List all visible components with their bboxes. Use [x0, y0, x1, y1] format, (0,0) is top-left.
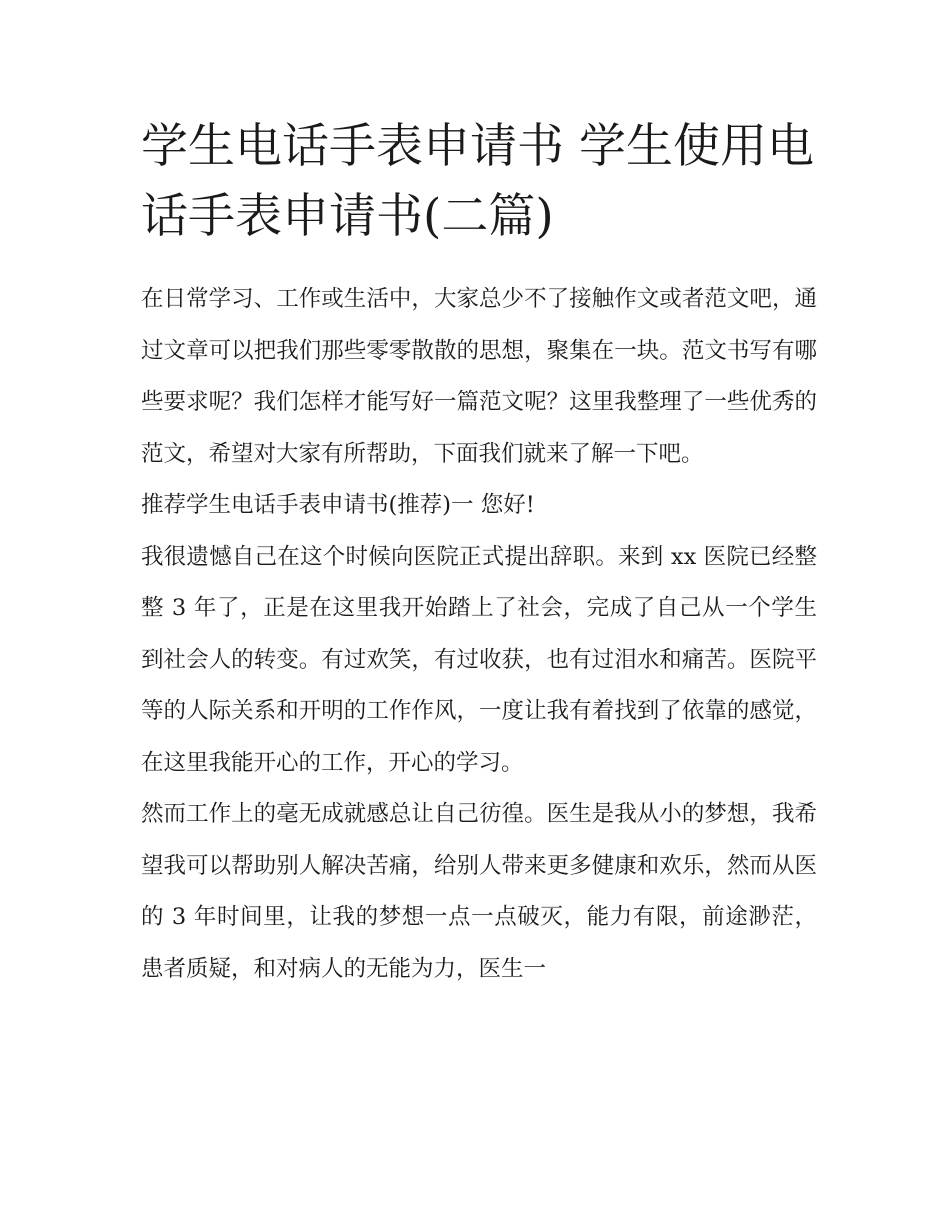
paragraph-salutation: 推荐学生电话手表申请书(推荐)一 您好!: [141, 492, 535, 518]
document-body: [141, 274, 817, 995]
paragraph-resignation: 我很遗憾自己在这个时候向医院正式提出辞职。来到 xx 医院已经整整 3 年了，正是在这里我开始踏上了社会，完成了自己从一个学生到社会人的转变。有过欢笑，有过收获，也有过泪水和痛苦。医院平等的人际关系和开明的工作作风，一度让我有着找到了依靠的感觉，在这里我能开心的工作，开心的学习。: [141, 543, 817, 776]
paragraph-intro: 在日常学习、工作或生活中，大家总少不了接触作文或者范文吧，通过文章可以把我们那些零零散散的思想，聚集在一块。范文书写有哪些要求呢？我们怎样才能写好一篇范文呢？这里我整理了一些优秀的范文，希望对大家有所帮助，下面我们就来了解一下吧。: [141, 286, 817, 467]
paragraph-reason: 然而工作上的毫无成就感总让自己彷徨。医生是我从小的梦想，我希望我可以帮助别人解决苦痛，给别人带来更多健康和欢乐，然而从医的 3 年时间里，让我的梦想一点一点破灭，能力有限，前途渺茫，患者质疑，和对病人的无能为力，医生一: [141, 801, 817, 982]
document-title: 学生电话手表申请书 学生使用电话手表申请书(二篇): [141, 119, 814, 244]
document-content: [141, 112, 817, 995]
